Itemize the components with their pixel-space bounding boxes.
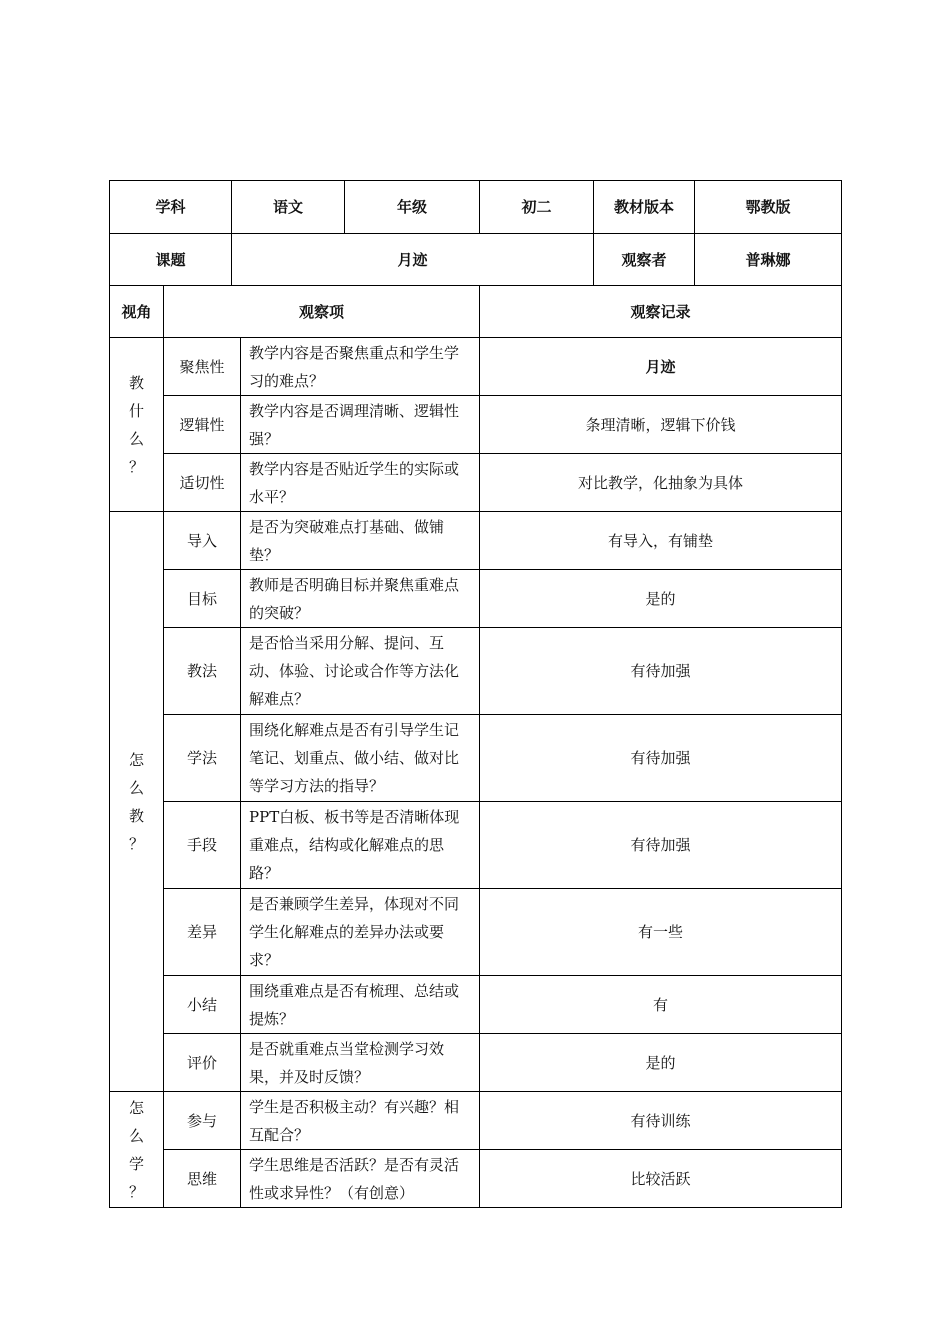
item-name: 适切性 <box>164 454 241 512</box>
item-record: 有待加强 <box>480 628 842 715</box>
perspective-what-to-teach: 教 什 么 ？ <box>110 338 164 512</box>
item-question: 是否就重难点当堂检测学习效果，并及时反馈？ <box>241 1034 480 1092</box>
grade-label: 年级 <box>345 181 480 234</box>
grade-value: 初二 <box>480 181 594 234</box>
item-record: 月迹 <box>480 338 842 396</box>
table-row <box>110 715 842 802</box>
table-row <box>110 976 842 1034</box>
table-row <box>110 396 842 454</box>
item-name: 目标 <box>164 570 241 628</box>
item-question: 是否兼顾学生差异，体现对不同学生化解难点的差异办法或要求？ <box>241 889 480 976</box>
item-name: 手段 <box>164 802 241 889</box>
item-record: 比较活跃 <box>480 1150 842 1208</box>
perspective-how-to-learn: 怎 么 学 ？ <box>110 1092 164 1208</box>
classroom-observation-table <box>109 180 842 1208</box>
item-question: 围绕重难点是否有梳理、总结或提炼？ <box>241 976 480 1034</box>
item-question: 是否为突破难点打基础、做铺垫？ <box>241 512 480 570</box>
observer-label: 观察者 <box>594 234 695 286</box>
topic-label: 课题 <box>110 234 232 286</box>
perspective-header: 视角 <box>110 286 164 338</box>
table-row <box>110 454 842 512</box>
edition-label: 教材版本 <box>594 181 695 234</box>
item-question: 教学内容是否贴近学生的实际或水平？ <box>241 454 480 512</box>
item-record: 有待加强 <box>480 802 842 889</box>
header-row-subject <box>110 181 842 234</box>
item-record: 是的 <box>480 570 842 628</box>
table-row <box>110 338 842 396</box>
table-row <box>110 1092 842 1150</box>
item-name: 思维 <box>164 1150 241 1208</box>
table-body <box>110 181 842 1208</box>
item-header: 观察项 <box>164 286 480 338</box>
table-row <box>110 889 842 976</box>
table-row <box>110 1034 842 1092</box>
perspective-how-to-teach: 怎 么 教 ？ <box>110 512 164 1092</box>
header-row-topic <box>110 234 842 286</box>
item-record: 有一些 <box>480 889 842 976</box>
item-record: 是的 <box>480 1034 842 1092</box>
item-record: 有 <box>480 976 842 1034</box>
item-record: 对比教学，化抽象为具体 <box>480 454 842 512</box>
item-name: 逻辑性 <box>164 396 241 454</box>
table-row <box>110 1150 842 1208</box>
item-question: 围绕化解难点是否有引导学生记笔记、划重点、做小结、做对比等学习方法的指导？ <box>241 715 480 802</box>
item-name: 学法 <box>164 715 241 802</box>
subject-value: 语文 <box>232 181 345 234</box>
item-record: 有导入，有铺垫 <box>480 512 842 570</box>
item-question: 学生思维是否活跃？是否有灵活性或求异性？（有创意） <box>241 1150 480 1208</box>
column-header-row <box>110 286 842 338</box>
edition-value: 鄂教版 <box>695 181 842 234</box>
item-question: 教师是否明确目标并聚焦重难点的突破？ <box>241 570 480 628</box>
item-name: 评价 <box>164 1034 241 1092</box>
item-question: PPT白板、板书等是否清晰体现重难点，结构或化解难点的思路？ <box>241 802 480 889</box>
item-question: 学生是否积极主动？有兴趣？相互配合？ <box>241 1092 480 1150</box>
item-record: 条理清晰，逻辑下价钱 <box>480 396 842 454</box>
item-record: 有待加强 <box>480 715 842 802</box>
table-row <box>110 512 842 570</box>
item-question: 是否恰当采用分解、提问、互动、体验、讨论或合作等方法化解难点？ <box>241 628 480 715</box>
item-name: 差异 <box>164 889 241 976</box>
item-name: 导入 <box>164 512 241 570</box>
item-name: 聚焦性 <box>164 338 241 396</box>
record-header: 观察记录 <box>480 286 842 338</box>
item-name: 小结 <box>164 976 241 1034</box>
table-row <box>110 628 842 715</box>
item-question: 教学内容是否调理清晰、逻辑性强？ <box>241 396 480 454</box>
item-question: 教学内容是否聚焦重点和学生学习的难点？ <box>241 338 480 396</box>
item-name: 教法 <box>164 628 241 715</box>
item-record: 有待训练 <box>480 1092 842 1150</box>
item-name: 参与 <box>164 1092 241 1150</box>
table-row <box>110 570 842 628</box>
subject-label: 学科 <box>110 181 232 234</box>
topic-value: 月迹 <box>232 234 594 286</box>
table-row <box>110 802 842 889</box>
observer-value: 普琳娜 <box>695 234 842 286</box>
